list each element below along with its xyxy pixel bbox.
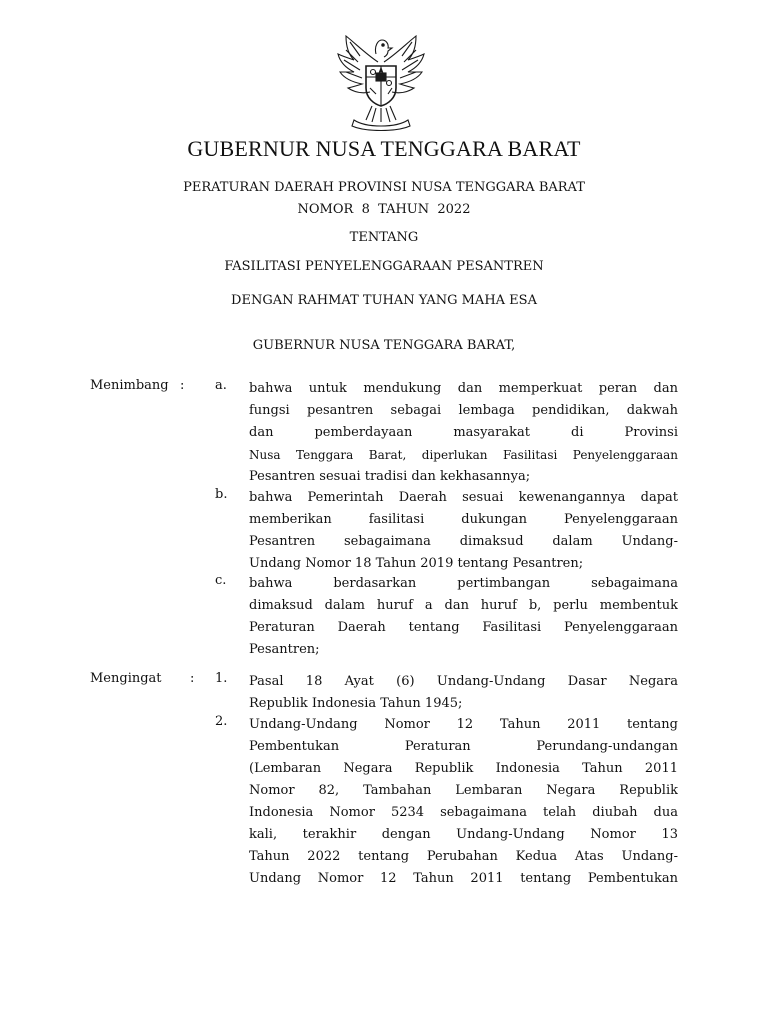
regulation-type: PERATURAN DAERAH PROVINSI NUSA TENGGARA BARAT	[183, 180, 585, 195]
text-line: Pembentukan Peraturan Perundang-undangan	[249, 739, 678, 754]
text-line: fungsi pesantren sebagai lembaga pendidikan, dakwah	[249, 403, 678, 418]
text-line: memberikan fasilitasi dukungan Penyelenggaraan	[249, 512, 678, 527]
mengingat-colon: :	[190, 671, 195, 686]
item-marker: 2.	[215, 714, 228, 729]
item-marker: c.	[215, 573, 227, 588]
text-line: bahwa untuk mendukung dan memperkuat peran dan	[249, 381, 678, 396]
about-label: TENTANG	[349, 230, 419, 245]
garuda-emblem-icon	[326, 32, 436, 132]
text-line: Tahun 2022 tentang Perubahan Kedua Atas Undang-	[249, 849, 678, 864]
list-item	[249, 378, 678, 488]
text-line: kali, terakhir dengan Undang-Undang Nomor 13	[249, 827, 678, 842]
regulation-subject: FASILITASI PENYELENGGARAAN PESANTREN	[224, 259, 544, 274]
text-line: Republik Indonesia Tahun 1945;	[249, 696, 463, 711]
text-line: Nomor 82, Tambahan Lembaran Negara Republik	[249, 783, 678, 798]
text-line: Pesantren sebagaimana dimaksud dalam Undang-	[249, 534, 678, 549]
text-line: (Lembaran Negara Republik Indonesia Tahun 2011	[249, 761, 678, 776]
text-line: dimaksud dalam huruf a dan huruf b, perlu membentuk	[249, 598, 678, 613]
item-marker: b.	[215, 487, 228, 502]
regulation-number: NOMOR 8 TAHUN 2022	[297, 202, 471, 217]
preamble: DENGAN RAHMAT TUHAN YANG MAHA ESA	[231, 293, 537, 308]
text-line: Pesantren;	[249, 642, 320, 657]
text-line: bahwa berdasarkan pertimbangan sebagaimana	[249, 576, 678, 591]
list-item	[249, 487, 678, 575]
text-line: Nusa Tenggara Barat, diperlukan Fasilitasi Penyelenggaraan	[249, 448, 678, 462]
text-line: Undang Nomor 18 Tahun 2019 tentang Pesantren;	[249, 556, 584, 571]
governor-line: GUBERNUR NUSA TENGGARA BARAT,	[252, 338, 516, 353]
text-line: Pesantren sesuai tradisi dan kekhasannya;	[249, 469, 531, 484]
text-line: Indonesia Nomor 5234 sebagaimana telah diubah dua	[249, 805, 678, 820]
text-line: dan pemberdayaan masyarakat di Provinsi	[249, 425, 678, 440]
text-line: Undang-Undang Nomor 12 Tahun 2011 tentang	[249, 717, 678, 732]
issuer-title: GUBERNUR NUSA TENGGARA BARAT	[187, 136, 581, 161]
menimbang-colon: :	[180, 378, 185, 393]
list-item	[249, 573, 678, 661]
item-marker: a.	[215, 378, 227, 393]
mengingat-label: Mengingat	[90, 671, 162, 686]
text-line: bahwa Pemerintah Daerah sesuai kewenangannya dapat	[249, 490, 678, 505]
list-item	[249, 671, 678, 715]
text-line: Peraturan Daerah tentang Fasilitasi Penyelenggaraan	[249, 620, 678, 635]
list-item	[249, 714, 678, 890]
menimbang-label: Menimbang	[90, 378, 169, 393]
text-line: Pasal 18 Ayat (6) Undang-Undang Dasar Negara	[249, 674, 678, 689]
text-line: Undang Nomor 12 Tahun 2011 tentang Pembentukan	[249, 871, 678, 886]
item-marker: 1.	[215, 671, 228, 686]
